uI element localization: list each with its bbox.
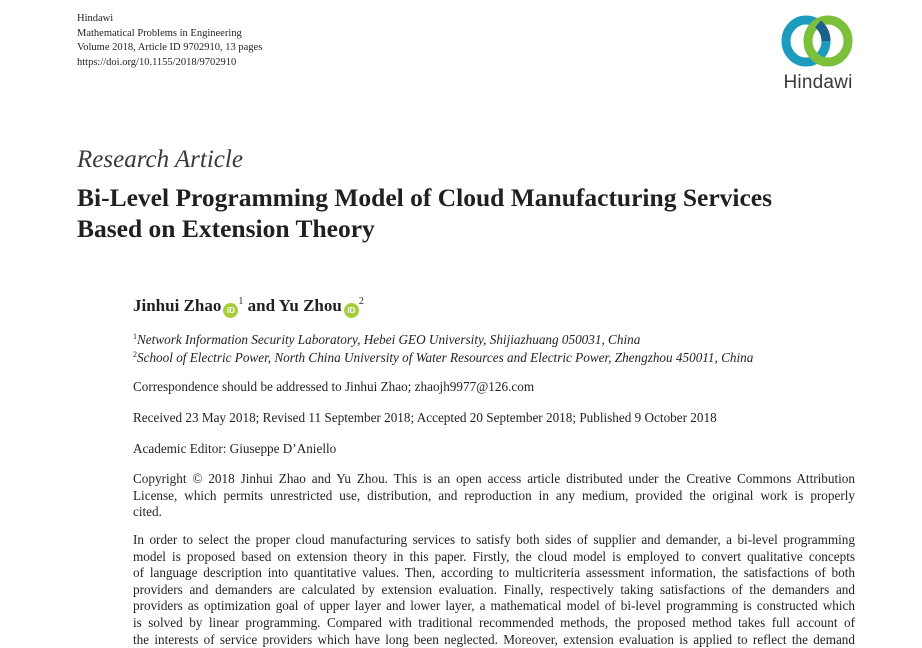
hindawi-logo bbox=[776, 12, 860, 96]
affiliation-number: 2 bbox=[133, 350, 137, 359]
copyright-line: License, which permits unrestricted use, distribution, and reproduction in any medium, provided the original work is properly bbox=[133, 487, 855, 503]
author-name[interactable]: Yu Zhou bbox=[278, 296, 342, 315]
journal-header bbox=[77, 12, 262, 70]
copyright-notice bbox=[133, 471, 855, 521]
publication-dates: Received 23 May 2018; Revised 11 September 2018; Accepted 20 September 2018; Published 9 October 2018 bbox=[133, 410, 717, 425]
author-list bbox=[133, 296, 364, 318]
logo-wordmark: Hindawi bbox=[783, 72, 853, 93]
abstract-line: providers as optimization goal of upper layer and lower layer, a mathematical model of bi-level programming is constructed which bbox=[133, 598, 855, 614]
journal-name: Mathematical Problems in Engineering bbox=[77, 27, 242, 39]
article-type: Research Article bbox=[77, 146, 243, 173]
volume-info: Volume 2018, Article ID 9702910, 13 pages bbox=[77, 42, 263, 53]
affiliation-text: Network Information Security Laboratory, Hebei GEO University, Shijiazhuang 050031, China bbox=[137, 332, 641, 347]
orcid-icon[interactable]: iD bbox=[344, 303, 359, 318]
affiliation bbox=[133, 331, 753, 349]
title-line: Bi-Level Programming Model of Cloud Manufacturing Services bbox=[77, 183, 773, 212]
copyright-line: cited. bbox=[133, 504, 162, 520]
abstract-line: model is proposed based on extension theory in this paper. Firstly, the cloud model is employed to convert qualitative concepts bbox=[133, 548, 855, 564]
affiliation-text: School of Electric Power, North China University of Water Resources and Electric Power, Zhengzhou 450011, China bbox=[137, 350, 754, 365]
affiliation-number: 1 bbox=[133, 332, 137, 341]
affiliation-marker: 1 bbox=[238, 296, 244, 307]
author-name[interactable]: Jinhui Zhao bbox=[133, 296, 222, 315]
doi-link[interactable]: https://doi.org/10.1155/2018/9702910 bbox=[77, 56, 237, 68]
correspondence: Correspondence should be addressed to Jinhui Zhao; zhaojh9977@126.com bbox=[133, 379, 535, 394]
hindawi-logo-icon bbox=[776, 12, 860, 72]
affiliations bbox=[133, 331, 753, 367]
publisher-name: Hindawi bbox=[77, 13, 114, 24]
affiliation-marker: 2 bbox=[358, 296, 364, 307]
abstract-line: of language description into quantitative values. Then, according to multicriteria assessment information, the satisfactions of both bbox=[133, 565, 855, 581]
author-joiner: and bbox=[247, 296, 276, 315]
affiliation bbox=[133, 349, 753, 367]
paper-title bbox=[77, 182, 877, 244]
abstract-line: is solved by linear programming. Compared with traditional recommended methods, the proposed method takes full account of bbox=[133, 614, 855, 630]
abstract-line: the interests of service providers which have long been neglected. Moreover, extension evaluation is applied to reflect the demand bbox=[133, 631, 855, 647]
copyright-line: Copyright © 2018 Jinhui Zhao and Yu Zhou. This is an open access article distributed under the Creative Commons Attribution bbox=[133, 471, 855, 486]
abstract bbox=[133, 532, 855, 648]
orcid-icon[interactable]: iD bbox=[223, 303, 238, 318]
abstract-line: providers and demanders are calculated by extension evaluation. Finally, respectively taking satisfactions of the demanders and bbox=[133, 581, 855, 597]
title-line: Based on Extension Theory bbox=[77, 214, 375, 243]
abstract-line: In order to select the proper cloud manufacturing services to satisfy both sides of supplier and demander, a bi-level programming bbox=[133, 532, 855, 547]
academic-editor: Academic Editor: Giuseppe D’Aniello bbox=[133, 441, 337, 456]
